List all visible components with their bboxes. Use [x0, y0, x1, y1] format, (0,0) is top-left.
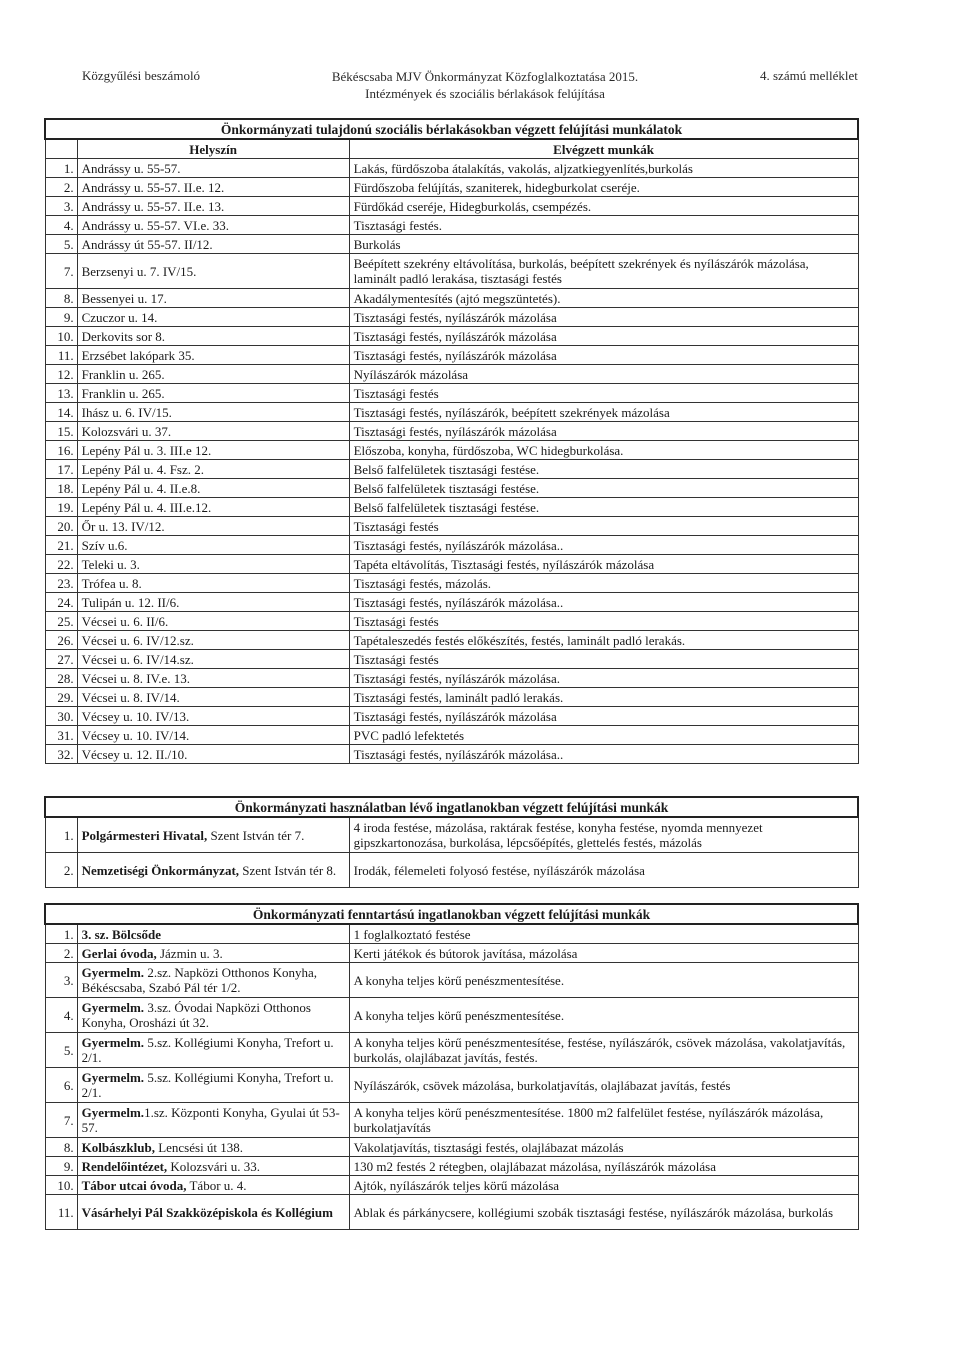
- work-cell: Nyílászárók mázolása: [349, 365, 858, 384]
- table-row: [45, 498, 858, 517]
- row-number: 22.: [45, 555, 77, 574]
- row-number: 23.: [45, 574, 77, 593]
- location-name: Tábor utcai óvoda,: [81, 1177, 187, 1193]
- header-center: [300, 68, 670, 102]
- table-row: [45, 289, 858, 308]
- work-cell: Fürdőkád cseréje, Hidegburkolás, csempézés.: [349, 197, 858, 216]
- location-cell: Szív u.6.: [77, 536, 349, 555]
- row-number: 9.: [45, 1157, 77, 1176]
- location-address: 5.sz. Kollégiumi Konyha, Trefort u. 2/1.: [81, 1035, 334, 1065]
- table-row: [45, 197, 858, 216]
- table-row: [45, 1068, 858, 1103]
- row-number: 7.: [45, 254, 77, 289]
- table-row: [45, 593, 858, 612]
- location-name: Gyermelm.: [81, 1000, 145, 1015]
- work-cell: Tisztasági festés, nyílászárók, beépített szekrények mázolása: [349, 403, 858, 422]
- work-cell: Belső falfelületek tisztasági festése.: [349, 498, 858, 517]
- location-cell: Lepény Pál u. 3. III.e 12.: [77, 441, 349, 460]
- row-number: 1.: [45, 817, 77, 853]
- table-row: [45, 327, 858, 346]
- section2-title: Önkormányzati használatban lévő ingatlanokban végzett felújítási munkák: [45, 797, 858, 817]
- location-cell: [77, 1157, 349, 1176]
- row-number: 9.: [45, 308, 77, 327]
- row-number: 17.: [45, 460, 77, 479]
- row-number: 24.: [45, 593, 77, 612]
- location-cell: Erzsébet lakópark 35.: [77, 346, 349, 365]
- work-cell: Beépített szekrény eltávolítása, burkolás, beépített szekrények és nyílászárók mázolása, laminált padló lerakása, tisztasági festés: [349, 254, 858, 289]
- work-cell: 4 iroda festése, mázolása, raktárak festése, konyha festése, nyomda mennyezet gipszkartonozása, burkolása, lépcsőépítés, glettelés festés, mázolás: [349, 817, 858, 853]
- location-cell: Ihász u. 6. IV/15.: [77, 403, 349, 422]
- table-row: [45, 574, 858, 593]
- location-name: Gyermelm.: [81, 1105, 145, 1120]
- location-cell: Vécsey u. 10. IV/14.: [77, 726, 349, 745]
- location-cell: Vécsei u. 6. II/6.: [77, 612, 349, 631]
- location-cell: Trófea u. 8.: [77, 574, 349, 593]
- work-cell: Vakolatjavítás, tisztasági festés, olajlábazat mázolás: [349, 1138, 858, 1157]
- table-row: [45, 1103, 858, 1138]
- location-cell: [77, 924, 349, 944]
- work-cell: Tisztasági festés: [349, 612, 858, 631]
- table-row: [45, 308, 858, 327]
- work-cell: Tisztasági festés, nyílászárók mázolása: [349, 308, 858, 327]
- row-number: 27.: [45, 650, 77, 669]
- col-work-header: Elvégzett munkák: [349, 139, 858, 159]
- location-cell: Tulipán u. 12. II/6.: [77, 593, 349, 612]
- table-row: [45, 1176, 858, 1195]
- location-cell: Franklin u. 265.: [77, 365, 349, 384]
- work-cell: Tisztasági festés, nyílászárók mázolása..: [349, 745, 858, 764]
- location-cell: Andrássy u. 55-57.: [77, 159, 349, 178]
- row-number: 8.: [45, 1138, 77, 1157]
- table-row: [45, 422, 858, 441]
- location-address: Szent István tér 7.: [207, 827, 305, 843]
- location-cell: Czuczor u. 14.: [77, 308, 349, 327]
- location-address: Kolozsvári u. 33.: [167, 1158, 260, 1174]
- location-name: 3. sz. Bölcsőde: [81, 926, 162, 942]
- location-cell: Vécsey u. 12. II./10.: [77, 745, 349, 764]
- row-number: 18.: [45, 479, 77, 498]
- row-number: 31.: [45, 726, 77, 745]
- row-number: 11.: [45, 346, 77, 365]
- table-row: [45, 159, 858, 178]
- location-address: Tábor u. 4.: [186, 1177, 247, 1193]
- row-number: 19.: [45, 498, 77, 517]
- table-row: [45, 817, 858, 853]
- location-cell: [77, 853, 349, 888]
- table-row: [45, 853, 858, 888]
- table-row: [45, 365, 858, 384]
- location-name: Kolbászklub,: [81, 1139, 155, 1155]
- location-cell: Andrássy u. 55-57. II.e. 13.: [77, 197, 349, 216]
- location-cell: [77, 1033, 349, 1068]
- location-cell: Andrássy út 55-57. II/12.: [77, 235, 349, 254]
- row-number: 4.: [45, 216, 77, 235]
- section3-title: Önkormányzati fenntartású ingatlanokban végzett felújítási munkák: [45, 904, 858, 924]
- location-cell: Vécsey u. 10. IV/13.: [77, 707, 349, 726]
- table-row: [45, 1033, 858, 1068]
- location-cell: [77, 963, 349, 998]
- table-row: [45, 612, 858, 631]
- row-number: 2.: [45, 178, 77, 197]
- table-row: [45, 216, 858, 235]
- section1-table: [44, 118, 859, 764]
- row-number: 12.: [45, 365, 77, 384]
- work-cell: A konyha teljes körű penészmentesítése, festése, nyílászárók, csövek mázolása, vakolatjavítás, burkolás, olajlábazat javítás, festés.: [349, 1033, 858, 1068]
- work-cell: Tapéta eltávolítás, Tisztasági festés, nyílászárók mázolása: [349, 555, 858, 574]
- table-row: [45, 998, 858, 1033]
- col-location-header: Helyszín: [77, 139, 349, 159]
- location-name: Gyermelm.: [81, 1035, 145, 1050]
- row-number: 32.: [45, 745, 77, 764]
- table-row: [45, 460, 858, 479]
- work-cell: Fürdőszoba felújítás, szaniterek, hidegburkolat cseréje.: [349, 178, 858, 197]
- row-number: 29.: [45, 688, 77, 707]
- work-cell: Burkolás: [349, 235, 858, 254]
- location-name: Vásárhelyi Pál Szakközépiskola és Kollégium: [81, 1204, 333, 1220]
- work-cell: Tisztasági festés: [349, 384, 858, 403]
- work-cell: Kerti játékok és bútorok javítása, mázolása: [349, 944, 858, 963]
- work-cell: A konyha teljes körű penészmentesítése.: [349, 998, 858, 1033]
- work-cell: Nyílászárók, csövek mázolása, burkolatjavítás, olajlábazat javítás, festés: [349, 1068, 858, 1103]
- work-cell: Belső falfelületek tisztasági festése.: [349, 479, 858, 498]
- work-cell: Tisztasági festés, nyílászárók mázolása..: [349, 593, 858, 612]
- table-row: [45, 441, 858, 460]
- location-cell: [77, 944, 349, 963]
- table-row: [45, 517, 858, 536]
- location-name: Polgármesteri Hivatal,: [81, 827, 208, 843]
- location-cell: Lepény Pál u. 4. III.e.12.: [77, 498, 349, 517]
- section2-table: [44, 796, 859, 888]
- work-cell: Ajtók, nyílászárók teljes körű mázolása: [349, 1176, 858, 1195]
- location-cell: Bessenyei u. 17.: [77, 289, 349, 308]
- table-row: [45, 631, 858, 650]
- row-number: 14.: [45, 403, 77, 422]
- location-cell: Lepény Pál u. 4. II.e.8.: [77, 479, 349, 498]
- row-number: 3.: [45, 963, 77, 998]
- work-cell: Akadálymentesítés (ajtó megszüntetés).: [349, 289, 858, 308]
- table-row: [45, 479, 858, 498]
- location-address: Szent István tér 8.: [239, 862, 337, 878]
- location-cell: Franklin u. 265.: [77, 384, 349, 403]
- location-cell: Vécsei u. 6. IV/12.sz.: [77, 631, 349, 650]
- row-number: 2.: [45, 944, 77, 963]
- row-number: 21.: [45, 536, 77, 555]
- location-name: Gerlai óvoda,: [81, 945, 157, 961]
- work-cell: A konyha teljes körű penészmentesítése. 1800 m2 falfelület festése, nyílászárók mázolása, burkolatjavítás: [349, 1103, 858, 1138]
- table-row: [45, 235, 858, 254]
- table-row: [45, 688, 858, 707]
- work-cell: 1 foglalkoztató festése: [349, 924, 858, 944]
- location-cell: [77, 1176, 349, 1195]
- table-row: [45, 650, 858, 669]
- location-cell: [77, 1138, 349, 1157]
- location-cell: [77, 998, 349, 1033]
- row-number: 10.: [45, 327, 77, 346]
- row-number: 7.: [45, 1103, 77, 1138]
- table-row: [45, 1138, 858, 1157]
- work-cell: Tisztasági festés, nyílászárók mázolása.: [349, 669, 858, 688]
- work-cell: Tisztasági festés, nyílászárók mázolása: [349, 422, 858, 441]
- location-address: Lencsési út 138.: [154, 1139, 244, 1155]
- location-cell: Vécsei u. 8. IV/14.: [77, 688, 349, 707]
- work-cell: Előszoba, konyha, fürdőszoba, WC hidegburkolása.: [349, 441, 858, 460]
- work-cell: Belső falfelületek tisztasági festése.: [349, 460, 858, 479]
- header-center-line1: Békéscsaba MJV Önkormányzat Közfoglalkoztatása 2015.: [331, 69, 639, 84]
- location-cell: [77, 1068, 349, 1103]
- table-row: [45, 555, 858, 574]
- location-cell: [77, 817, 349, 853]
- work-cell: Tisztasági festés, nyílászárók mázolása: [349, 327, 858, 346]
- header-right: 4. számú melléklet: [760, 68, 858, 83]
- table-row: [45, 403, 858, 422]
- work-cell: Ablak és párkánycsere, kollégiumi szobák tisztasági festése, nyílászárók mázolása, burkolás: [349, 1195, 858, 1230]
- section1-title: Önkormányzati tulajdonú szociális bérlakásokban végzett felújítási munkálatok: [45, 119, 858, 139]
- row-number: 1.: [45, 159, 77, 178]
- table-row: [45, 963, 858, 998]
- work-cell: Tisztasági festés.: [349, 216, 858, 235]
- row-number: 16.: [45, 441, 77, 460]
- row-number: 15.: [45, 422, 77, 441]
- row-number: 5.: [45, 235, 77, 254]
- location-address: 1.sz. Központi Konyha, Gyulai út 53-57.: [81, 1105, 340, 1135]
- table-row: [45, 254, 858, 289]
- work-cell: Tapétaleszedés festés előkészítés, festés, laminált padló lerakás.: [349, 631, 858, 650]
- work-cell: Tisztasági festés: [349, 650, 858, 669]
- col-number-header: [45, 139, 77, 159]
- location-name: Nemzetiségi Önkormányzat,: [81, 862, 240, 878]
- location-cell: Andrássy u. 55-57. VI.e. 33.: [77, 216, 349, 235]
- table-row: [45, 1195, 858, 1230]
- work-cell: A konyha teljes körű penészmentesítése.: [349, 963, 858, 998]
- location-cell: Lepény Pál u. 4. Fsz. 2.: [77, 460, 349, 479]
- row-number: 10.: [45, 1176, 77, 1195]
- location-cell: Andrássy u. 55-57. II.e. 12.: [77, 178, 349, 197]
- location-cell: Derkovits sor 8.: [77, 327, 349, 346]
- row-number: 5.: [45, 1033, 77, 1068]
- row-number: 8.: [45, 289, 77, 308]
- table-row: [45, 178, 858, 197]
- work-cell: PVC padló lefektetés: [349, 726, 858, 745]
- work-cell: Tisztasági festés: [349, 517, 858, 536]
- work-cell: Tisztasági festés, nyílászárók mázolása: [349, 707, 858, 726]
- row-number: 30.: [45, 707, 77, 726]
- location-address: 5.sz. Kollégiumi Konyha, Trefort u. 2/1.: [81, 1070, 334, 1100]
- row-number: 3.: [45, 197, 77, 216]
- location-address: Jázmin u. 3.: [156, 945, 223, 961]
- table-row: [45, 707, 858, 726]
- work-cell: Irodák, félemeleti folyosó festése, nyílászárók mázolása: [349, 853, 858, 888]
- work-cell: Lakás, fürdőszoba átalakítás, vakolás, aljzatkiegyenlítés,burkolás: [349, 159, 858, 178]
- section3-table: [44, 903, 859, 1230]
- location-cell: [77, 1103, 349, 1138]
- work-cell: 130 m2 festés 2 rétegben, olajlábazat mázolása, nyílászárók mázolása: [349, 1157, 858, 1176]
- table-row: [45, 669, 858, 688]
- row-number: 4.: [45, 998, 77, 1033]
- location-cell: Teleki u. 3.: [77, 555, 349, 574]
- row-number: 20.: [45, 517, 77, 536]
- location-cell: [77, 1195, 349, 1230]
- location-cell: Vécsei u. 8. IV.e. 13.: [77, 669, 349, 688]
- table-row: [45, 726, 858, 745]
- table-row: [45, 346, 858, 365]
- location-cell: Őr u. 13. IV/12.: [77, 517, 349, 536]
- row-number: 1.: [45, 924, 77, 944]
- location-cell: Berzsenyi u. 7. IV/15.: [77, 254, 349, 289]
- location-name: Gyermelm.: [81, 1070, 145, 1085]
- row-number: 11.: [45, 1195, 77, 1230]
- work-cell: Tisztasági festés, laminált padló lerakás.: [349, 688, 858, 707]
- work-cell: Tisztasági festés, mázolás.: [349, 574, 858, 593]
- header-left: Közgyűlési beszámoló: [82, 68, 201, 83]
- row-number: 28.: [45, 669, 77, 688]
- location-name: Gyermelm.: [81, 965, 145, 980]
- table-row: [45, 924, 858, 944]
- row-number: 6.: [45, 1068, 77, 1103]
- location-address: 2.sz. Napközi Otthonos Konyha, Békéscsaba, Szabó Pál tér 1/2.: [81, 965, 318, 995]
- row-number: 2.: [45, 853, 77, 888]
- table-row: [45, 1157, 858, 1176]
- row-number: 13.: [45, 384, 77, 403]
- location-cell: Kolozsvári u. 37.: [77, 422, 349, 441]
- location-address: 3.sz. Óvodai Napközi Otthonos Konyha, Orosházi út 32.: [81, 1000, 311, 1030]
- row-number: 26.: [45, 631, 77, 650]
- row-number: 25.: [45, 612, 77, 631]
- work-cell: Tisztasági festés, nyílászárók mázolása..: [349, 536, 858, 555]
- work-cell: Tisztasági festés, nyílászárók mázolása: [349, 346, 858, 365]
- table-row: [45, 384, 858, 403]
- table-row: [45, 745, 858, 764]
- header-center-line2: Intézmények és szociális bérlakások felújítása: [365, 86, 605, 101]
- location-name: Rendelőintézet,: [81, 1158, 168, 1174]
- location-cell: Vécsei u. 6. IV/14.sz.: [77, 650, 349, 669]
- table-row: [45, 536, 858, 555]
- table-row: [45, 944, 858, 963]
